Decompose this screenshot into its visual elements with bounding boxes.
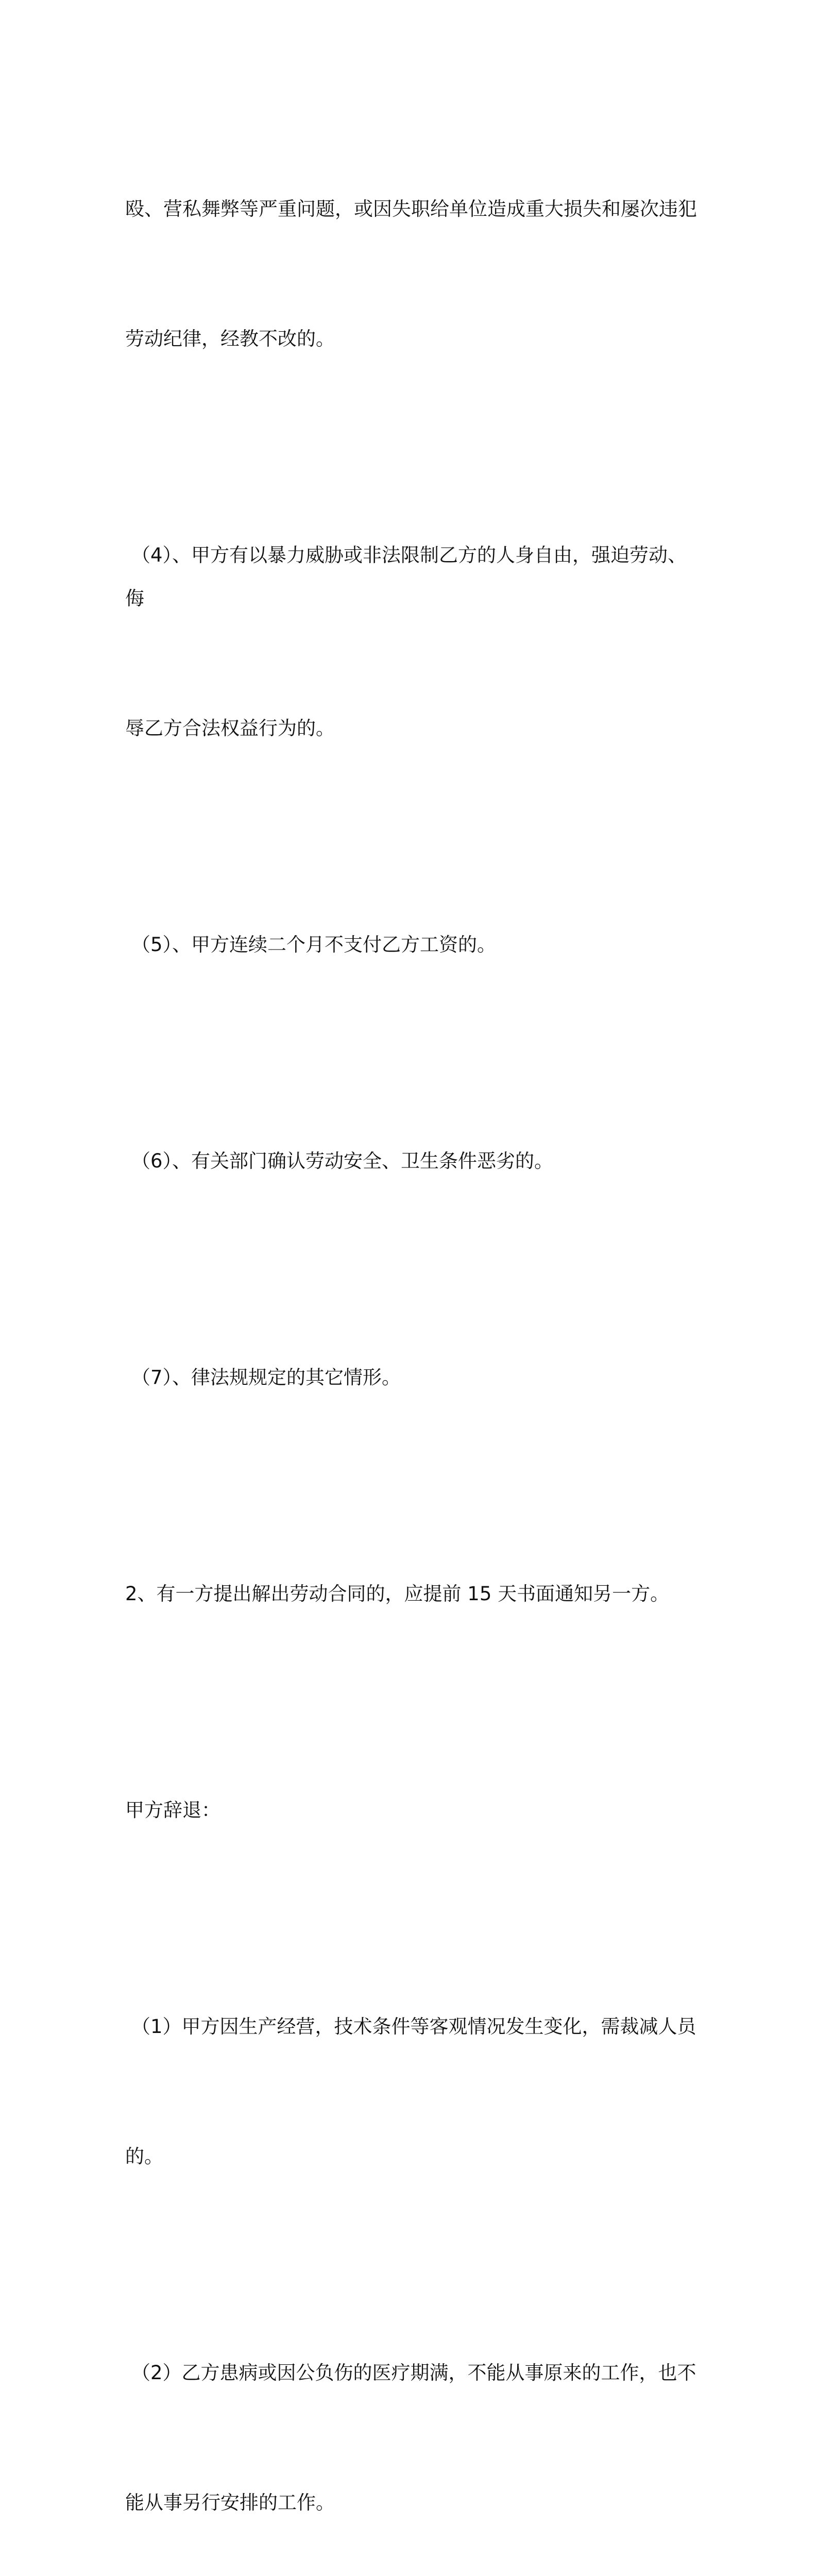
- clause-7: [125, 1269, 702, 1486]
- paragraph-line: （2）乙方患病或因公负伤的医疗期满，不能从事原来的工作，也不: [131, 2362, 696, 2384]
- paragraph-line: （4）、甲方有以暴力威胁或非法限制乙方的人身自由，强迫劳动、侮: [125, 544, 687, 609]
- paragraph-line: 能从事另行安排的工作。: [125, 2492, 335, 2514]
- paragraph-line: （7）、律法规规定的其它情形。: [131, 1366, 401, 1388]
- clause-5: [125, 837, 702, 1053]
- paragraph-line: 辱乙方合法权益行为的。: [125, 717, 335, 739]
- paragraph-line: 的。: [125, 2145, 163, 2167]
- paragraph-line: （5）、甲方连续二个月不支付乙方工资的。: [131, 934, 497, 956]
- contract-body: [125, 101, 702, 2576]
- section-heading-dismissal: [125, 1702, 702, 1919]
- paragraph-line: 劳动纪律，经教不改的。: [125, 328, 335, 350]
- paragraph-line: 殴、营私舞弊等严重问题，或因失职给单位造成重大损失和屡次违犯: [125, 198, 697, 220]
- paragraph-line: （1）甲方因生产经营，技术条件等客观情况发生变化，需裁减人员: [131, 2015, 696, 2038]
- paragraph-line: 甲方辞退：: [125, 1799, 220, 1821]
- item-2: [125, 1486, 702, 1702]
- dismissal-clause-1: [125, 1919, 702, 2265]
- dismissal-clause-2: [125, 2265, 702, 2576]
- paragraph-line: 2、有一方提出解出劳动合同的，应提前 15 天书面通知另一方。: [125, 1583, 670, 1605]
- clause-6: [125, 1053, 702, 1269]
- paragraph-1: [125, 101, 702, 447]
- clause-4: [125, 447, 702, 837]
- paragraph-line: （6）、有关部门确认劳动安全、卫生条件恶劣的。: [131, 1150, 554, 1172]
